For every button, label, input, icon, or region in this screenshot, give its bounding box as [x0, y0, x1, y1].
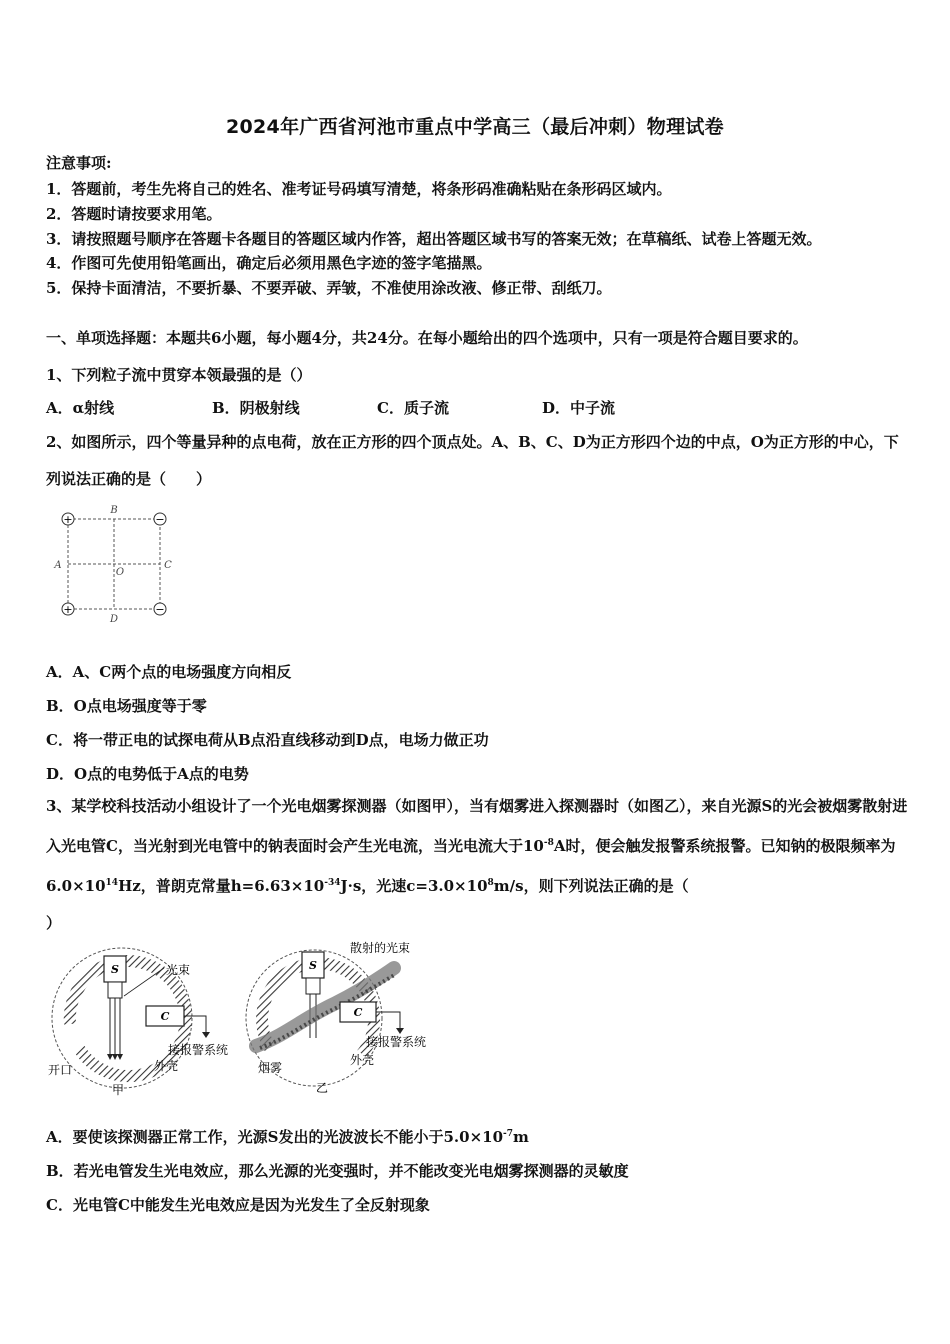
figure-a-caption: 甲 — [112, 1083, 125, 1097]
notice-heading: 注意事项: — [46, 154, 112, 172]
point-d-label: D — [109, 614, 119, 625]
light-source-label: S — [309, 959, 317, 972]
figure-jia — [48, 948, 228, 1097]
notice-item: 1．答题前，考生先将自己的姓名、准考证号码填写清楚，将条形码准确粘贴在条形码区域内。 — [46, 180, 672, 198]
charge-minus-label: − — [155, 603, 165, 616]
notice-item: 2．答题时请按要求用笔。 — [46, 205, 222, 223]
point-o-label: O — [115, 567, 125, 578]
q1-option-d: D．中子流 — [542, 399, 616, 417]
photocell-label: C — [353, 1006, 363, 1019]
alarm-label: 接报警系统 — [168, 1043, 229, 1057]
charge-plus-label: + — [63, 513, 73, 526]
beam-label: 光束 — [166, 963, 191, 977]
notice-item: 3．请按照题号顺序在答题卡各题目的答题区域内作答，超出答题区域书写的答案无效；在草稿纸、试卷上答题无效。 — [46, 230, 822, 248]
q3-option-b: B．若光电管发生光电效应，那么光源的光变强时，并不能改变光电烟雾探测器的灵敏度 — [46, 1162, 629, 1180]
q2-charge-square-figure — [50, 502, 190, 626]
q3-option-c: C．光电管C中能发生光电效应是因为光发生了全反射现象 — [46, 1196, 430, 1214]
q3-smoke-detector-figure — [44, 938, 464, 1100]
shell-label: 外壳 — [154, 1059, 179, 1073]
notice-item: 4．作图可先使用铅笔画出，确定后必须用黑色字迹的签字笔描黑。 — [46, 254, 492, 272]
notice-item: 5．保持卡面清洁，不要折暴、不要弄破、弄皱，不准使用涂改液、修正带、刮纸刀。 — [46, 279, 612, 297]
q2-option-d: D．O点的电势低于A点的电势 — [46, 765, 249, 783]
light-source-label: S — [111, 963, 119, 976]
q3-option-a: A．要使该探测器正常工作，光源S发出的光波波长不能小于$5.0\times 10^{-7}m$ — [46, 1128, 529, 1146]
page-title: 2024年广西省河池市重点中学高三（最后冲刺）物理试卷 — [226, 116, 724, 138]
scattered-beam-label: 散射的光束 — [350, 941, 411, 955]
photocell-label: C — [160, 1010, 170, 1023]
charge-plus-label: + — [63, 603, 73, 616]
point-a-label: A — [54, 560, 62, 571]
q2-option-a: A．A、C两个点的电场强度方向相反 — [46, 663, 292, 681]
figure-b-caption: 乙 — [316, 1081, 329, 1095]
q3-stem: 3、某学校科技活动小组设计了一个光电烟雾探测器（如图甲），当有烟雾进入探测器时（如图乙），来自光源S的光会被烟雾散射进入光电管C，当光射到光电管中的钠表面时会产生光电流，当光电流大于$10^{-8}A$时，便会触发报警系统报警。已知钠的极限频率为$6.0\times 10^{14}Hz$，普朗克常量$h=6.63\times 10^{-34}J\cdot s$，光速$c=3.0\times 10^8m/s$，则下列说法正确的是（ ） — [46, 797, 908, 932]
point-b-label: B — [110, 505, 118, 516]
section-heading: 一、单项选择题：本题共6小题，每小题4分，共24分。在每小题给出的四个选项中，只有一项是符合题目要求的。 — [46, 329, 808, 347]
opening-label: 开口 — [48, 1063, 73, 1077]
q1-option-c: C．质子流 — [377, 399, 449, 417]
point-c-label: C — [164, 560, 172, 571]
q2-stem: 2、如图所示，四个等量异种的点电荷，放在正方形的四个顶点处。A、B、C、D为正方形四个边的中点，O为正方形的中心，下列说法正确的是（ ） — [46, 433, 899, 488]
figure-yi — [246, 940, 426, 1095]
q1-option-b: B．阴极射线 — [212, 399, 300, 417]
q2-option-c: C．将一带正电的试探电荷从B点沿直线移动到D点，电场力做正功 — [46, 731, 489, 749]
shell-label: 外壳 — [350, 1053, 375, 1067]
q2-option-b: B．O点电场强度等于零 — [46, 697, 207, 715]
alarm-label: 接报警系统 — [366, 1035, 427, 1049]
q1-option-a: A．α射线 — [46, 399, 115, 417]
q1-stem: 1、下列粒子流中贯穿本领最强的是（） — [46, 366, 312, 384]
charge-minus-label: − — [155, 513, 165, 526]
smoke-label: 烟雾 — [258, 1061, 283, 1075]
